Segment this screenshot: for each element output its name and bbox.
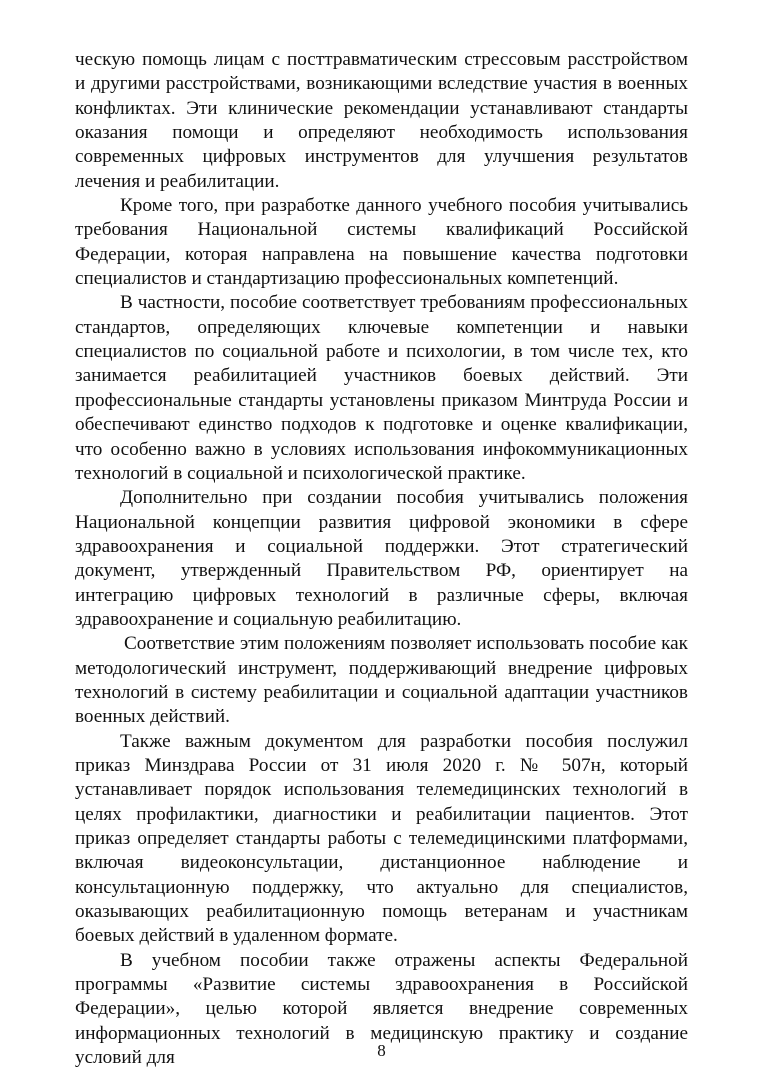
paragraph-telemedicine-order: Также важным документом для разработки пособия послужил приказ Минздрава России от 31 июля 2020 г. № 507н, который устанавливает порядок использования телемедицинских технологий в целях профилактики, диагностики и реабилитации пациентов. Этот приказ определяет стандарты работы с телемедицинскими платформами, включая видеоконсультации, дистанционное наблюдение и консультационную поддержку, что актуально для специалистов, оказывающих реабилитационную помощь ветеранам и участникам боевых действий в удаленном формате. xyxy=(75,730,688,947)
paragraph-federal-program: В учебном пособии также отражены аспекты Федеральной программы «Развитие системы здравоохранения в Российской Федерации», целью которой является внедрение современных информационных технологий в медицинскую практику и создание условий для xyxy=(75,949,688,1069)
paragraph-professional-standards: В частности, пособие соответствует требованиям профессиональных стандартов, определяющих ключевые компетенции и навыки специалистов по социальной работе и психологии, в том числе тех, кто занимается реабилитацией участников боевых действий. Эти профессиональные стандарты установлены приказом Минтруда России и обеспечивают единство подходов к подготовке и оценке квалификации, что особенно важно в условиях использования инфокоммуникационных технологий в социальной и психологической практике. xyxy=(75,292,688,484)
paragraph-qualifications-system: Кроме того, при разработке данного учебного пособия учитывались требования Национальной системы квалификаций Российской Федерации, которая направлена на повышение качества подготовки специалистов и стандартизацию профессиональных компетенций. xyxy=(75,195,688,290)
paragraph-digital-economy-concept: Дополнительно при создании пособия учитывались положения Национальной концепции развития цифровой экономики в сфере здравоохранения и социальной поддержки. Этот стратегический документ, утвержденный Правительством РФ, ориентирует на интеграцию цифровых технологий в различные сферы, включая здравоохранение и социальную реабилитацию. xyxy=(75,487,688,630)
body-text xyxy=(75,48,688,1070)
paragraph-continuation: ческую помощь лицам с посттравматическим стрессовым расстройством и другими расстройствами, возникающими вследствие участия в военных конфликтах. Эти клинические рекомендации устанавливают стандарты оказания помощи и определяют необходимость использования современных цифровых инструментов для улучшения результатов лечения и реабилитации. xyxy=(75,49,688,192)
paragraph-methodological-tool: Соответствие этим положениям позволяет использовать пособие как методологический инструмент, поддерживающий внедрение цифровых технологий в систему реабилитации и социальной адаптации участников военных действий. xyxy=(75,633,688,728)
page-number: 8 xyxy=(377,1041,386,1060)
